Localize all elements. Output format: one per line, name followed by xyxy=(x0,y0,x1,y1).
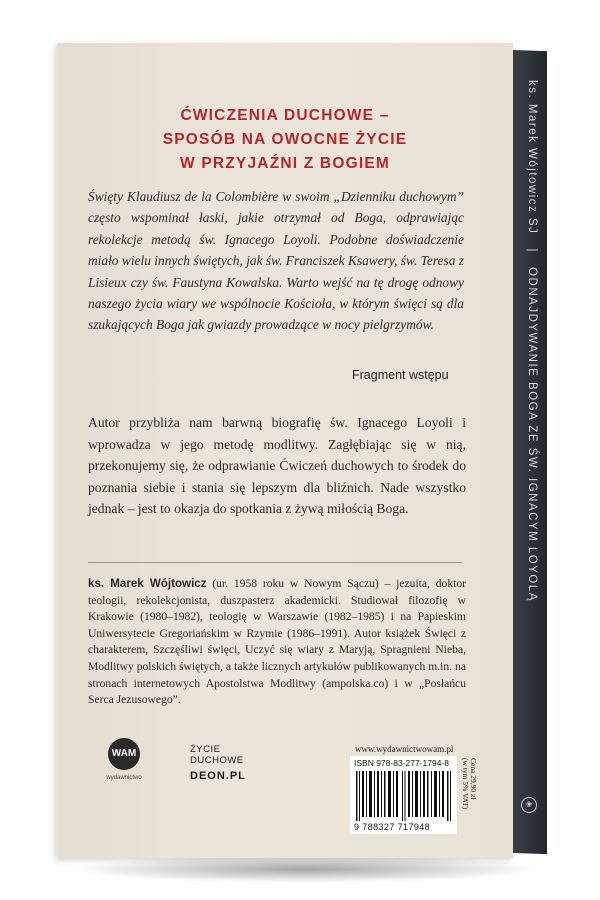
wam-logo-label: wydawnictwo xyxy=(106,775,142,781)
zycie-duchowe-logo xyxy=(190,744,244,766)
spine-separator: | xyxy=(526,248,538,254)
book-shadow xyxy=(70,855,540,883)
zycie-line-1: ŻYCIE xyxy=(190,744,221,755)
wam-logo-icon: WAM xyxy=(108,738,140,770)
author-bio xyxy=(88,576,466,709)
description: Autor przybliża nam barwną biografię św. Ignacego Loyoli i wprowadza w jego metodę modlitwy. Zagłębiając się w nią, przekonujemy się, że odprawianie Ćwiczeń duchowych to środek do poznania siebie i stania się lepszym dla bliźnich. Nade wszystko jednak – jest to okazja do spotkania z żywą miłością Boga. xyxy=(88,415,466,517)
spine-title: ODNAJDYWANIE BOGA ZE ŚW. IGNACYM LOYOLĄ xyxy=(526,267,538,602)
author-bio-text: (ur. 1958 roku w Nowym Sączu) – jezuita, doktor teologii, rekolekcjonista, duszpasterz akademicki. Studiował filozofię w Krakowie (1980–1982), teologię w Warszawie (1982–1985) i na Papieskim Uniwersytecie Gregoriańskim w Rzymie (1986–1991). Autor książek Święci z charakterem, Szczęśliwi święci, Uczyć się wiary z Maryją, Spragnieni Nieba, Modlitwy polskich świętych, a także licznych artykułów publikowanych m.in. na stronach internetowych Apostolstwa Modlitwy (ampolska.co) i w „Posłańcu Serca Jezusowego”. xyxy=(88,577,466,707)
price-label xyxy=(461,758,505,810)
spine-text xyxy=(526,80,538,840)
barcode-icon xyxy=(356,771,452,821)
headline-line-1: ĆWICZENIA DUCHOWE – xyxy=(180,107,390,124)
spine-author: ks. Marek Wójtowicz SJ xyxy=(526,80,538,235)
quote-source: Fragment wstępu xyxy=(352,368,449,382)
headline-line-3: W PRZYJAŹNI Z BOGIEM xyxy=(180,155,390,172)
isbn-text: ISBN 978-83-277-1794-8 xyxy=(354,758,449,768)
intro-quote: Święty Klaudiusz de la Colombière w swoim „Dzienniku duchowym” często wspominał łaski, jakie otrzymał od Boga, odprawiając rekolekcje metodą św. Ignacego Loyoli. Podobne doświadczenie miało wielu innych świętych, jak św. Franciszek Ksawery, św. Teresa z Lisieux czy św. Faustyna Kowalska. Warto wejść na tę drogę odnowy naszego życia wiary we wspólnocie Kościoła, w którym święci są dla szukających Boga jak gwiazdy prowadzące w nocy pielgrzymów. xyxy=(88,189,464,333)
headline xyxy=(100,104,470,176)
zycie-line-2: DUCHOWE xyxy=(190,755,244,766)
barcode-digits: 9 788327 717948 xyxy=(354,822,431,832)
publisher-url: www.wydawnictwowam.pl xyxy=(355,744,454,754)
price-line-1: Cena 29,90 zł xyxy=(469,758,478,800)
price-line-2: (w tym 5% VAT) xyxy=(461,758,470,810)
spine-logo-icon: ◉ xyxy=(521,797,537,813)
author-name: ks. Marek Wójtowicz xyxy=(88,577,207,590)
headline-line-2: SPOSÓB NA OWOCNE ŻYCIE xyxy=(162,131,408,148)
deon-logo: DEON.PL xyxy=(190,770,246,782)
divider xyxy=(88,562,462,563)
